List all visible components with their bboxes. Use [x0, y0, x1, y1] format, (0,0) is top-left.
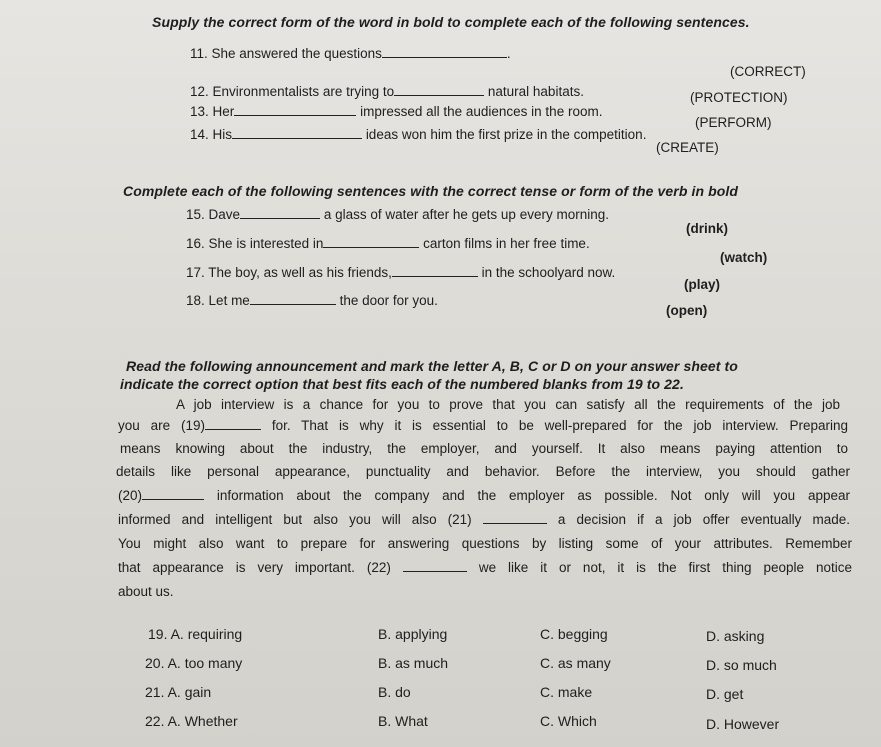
passage-line-4: details like personal appearance, punctuality and behavior. Before the interview, you should gather	[116, 464, 850, 479]
item-16	[186, 236, 590, 252]
sentence-start: Environmentalists are trying to	[212, 84, 395, 99]
item-number: 14.	[190, 127, 209, 142]
option-20-c[interactable]: C. as many	[540, 655, 611, 671]
sentence-end: carton films in her free time.	[423, 236, 590, 251]
passage-line-8	[118, 560, 852, 576]
sentence-end: impressed all the audiences in the room.	[360, 104, 603, 119]
passage-text: you are (19)	[118, 418, 205, 433]
sentence-end: .	[506, 46, 511, 61]
passage-text: (20)	[118, 488, 143, 503]
sentence-start: She is interested in	[208, 236, 324, 251]
option-21-c[interactable]: C. make	[540, 684, 593, 700]
option-22-c[interactable]: C. Which	[540, 713, 597, 729]
option-19-c[interactable]: C. begging	[540, 626, 608, 642]
passage-line-7: You might also want to prepare for answering questions by listing some of your attributes. Remember	[118, 536, 852, 551]
option-21-a[interactable]: 21. A. gain	[145, 684, 212, 700]
sentence-start: Her	[212, 104, 235, 119]
answer-blank[interactable]	[323, 236, 419, 248]
option-21-d[interactable]: D. get	[706, 686, 744, 702]
passage-line-3: means knowing about the industry, the employer, and yourself. It also means paying attention to	[120, 441, 848, 456]
passage-text: that appearance is very important. (22)	[118, 560, 391, 575]
passage-text: for. That is why it is essential to be well-prepared for the job interview. Preparing	[271, 418, 848, 433]
passage-text: we like it or not, it is the first thing people notice	[478, 560, 852, 575]
passage-line-9: about us.	[118, 584, 174, 599]
answer-blank[interactable]	[394, 84, 484, 96]
answer-blank[interactable]	[234, 104, 356, 116]
passage-line-6	[118, 512, 850, 528]
passage-line-2	[118, 418, 848, 434]
sentence-end: natural habitats.	[487, 84, 584, 99]
answer-blank[interactable]	[232, 127, 362, 139]
word-15: (drink)	[686, 221, 728, 236]
option-19-d[interactable]: D. asking	[706, 628, 765, 644]
option-19-b[interactable]: B. applying	[378, 626, 448, 642]
word-18: (open)	[666, 303, 708, 318]
item-number: 12.	[190, 84, 209, 99]
sentence-end: the door for you.	[339, 293, 438, 308]
sentence-end: in the schoolyard now.	[481, 265, 616, 280]
word-17: (play)	[684, 277, 721, 292]
sentence-start: She answered the questions	[211, 46, 382, 61]
word-12: (PROTECTION)	[690, 90, 788, 105]
sentence-start: Let me	[208, 293, 250, 308]
item-11	[190, 46, 511, 62]
word-14: (CREATE)	[656, 140, 719, 155]
blank-19[interactable]	[205, 418, 261, 430]
item-15	[186, 207, 609, 223]
sentence-start: His	[212, 127, 233, 142]
answer-blank[interactable]	[240, 207, 320, 219]
item-18	[186, 293, 438, 309]
option-20-d[interactable]: D. so much	[706, 657, 777, 673]
sentence-end: a glass of water after he gets up every morning.	[323, 207, 609, 222]
item-13	[190, 104, 602, 120]
item-number: 16.	[186, 236, 205, 251]
word-16: (watch)	[720, 250, 768, 265]
blank-21[interactable]	[483, 512, 547, 524]
option-21-b[interactable]: B. do	[378, 684, 411, 700]
word-13: (PERFORM)	[695, 115, 772, 130]
sentence-start: The boy, as well as his friends,	[208, 265, 392, 280]
section3-instruction-line2: indicate the correct option that best fits each of the numbered blanks from 19 to 22.	[120, 376, 684, 392]
option-22-d[interactable]: D. However	[706, 716, 780, 732]
item-number: 17.	[186, 265, 205, 280]
passage-text: a decision if a job offer eventually made.	[557, 512, 850, 527]
passage-line-5	[118, 488, 850, 504]
passage-line-1: A job interview is a chance for you to prove that you can satisfy all the requirements of the job	[176, 397, 840, 412]
option-20-a[interactable]: 20. A. too many	[145, 655, 243, 671]
item-12	[190, 84, 584, 100]
section3-instruction-line1: Read the following announcement and mark the letter A, B, C or D on your answer sheet to	[126, 358, 738, 374]
blank-22[interactable]	[403, 560, 467, 572]
passage-text: information about the company and the employer as possible. Not only will you appear	[216, 488, 850, 503]
sentence-end: ideas won him the first prize in the competition.	[365, 127, 647, 142]
word-11: (CORRECT)	[730, 64, 806, 79]
option-19-a[interactable]: 19. A. requiring	[148, 626, 243, 642]
section1-instruction: Supply the correct form of the word in bold to complete each of the following sentences.	[152, 14, 750, 30]
item-number: 13.	[190, 104, 209, 119]
sentence-start: Dave	[208, 207, 241, 222]
answer-blank[interactable]	[250, 293, 336, 305]
section2-instruction: Complete each of the following sentences with the correct tense or form of the verb in bold	[123, 183, 739, 199]
option-22-a[interactable]: 22. A. Whether	[145, 713, 238, 729]
answer-blank[interactable]	[382, 46, 507, 58]
passage-text: informed and intelligent but also you will also (21)	[118, 512, 472, 527]
item-number: 15.	[186, 207, 205, 222]
item-number: 11.	[190, 46, 208, 61]
option-22-b[interactable]: B. What	[378, 713, 428, 729]
blank-20[interactable]	[142, 488, 204, 500]
item-number: 18.	[186, 293, 205, 308]
answer-blank[interactable]	[392, 265, 478, 277]
item-14	[190, 127, 646, 143]
option-20-b[interactable]: B. as much	[378, 655, 449, 671]
item-17	[186, 265, 615, 281]
